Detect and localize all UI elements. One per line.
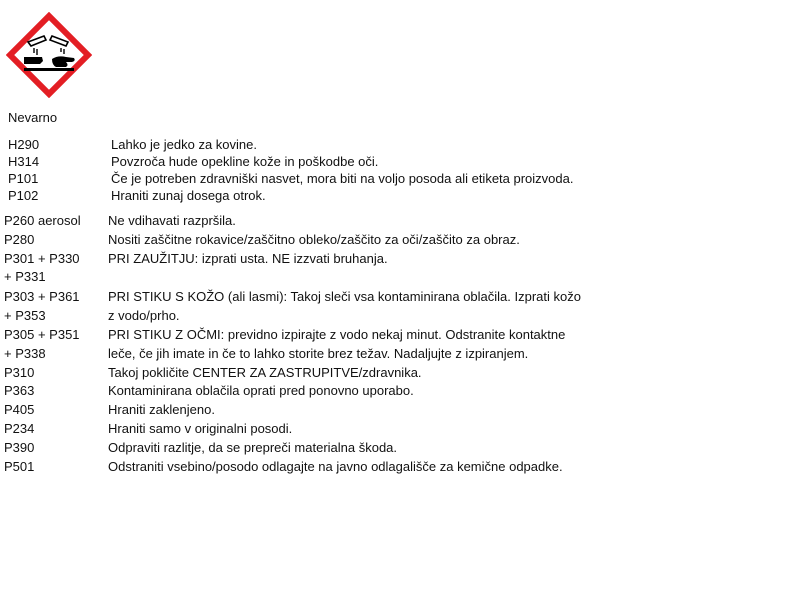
statement-code: P301 + P330	[4, 251, 80, 266]
statement-text: PRI ZAUŽITJU: izprati usta. NE izzvati bruhanja.	[108, 251, 388, 266]
statement-code: P390	[4, 440, 35, 455]
statement-text: Odstraniti vsebino/posodo odlagajte na javno odlagališče za kemične odpadke.	[108, 459, 563, 474]
statement-code: + P331	[4, 269, 46, 284]
statement-code: P363	[4, 383, 35, 398]
statement-text: Povzroča hude opekline kože in poškodbe oči.	[111, 154, 379, 169]
statement-text: leče, če jih imate in če to lahko storite brez težav. Nadaljujte z izpiranjem.	[108, 346, 529, 361]
statement-code: P310	[4, 365, 35, 380]
statement-code: P102	[8, 188, 39, 203]
statement-code: P501	[4, 459, 35, 474]
statement-code: P305 + P351	[4, 327, 80, 342]
statement-text: z vodo/prho.	[108, 308, 180, 323]
statement-text: Takoj pokličite CENTER ZA ZASTRUPITVE/zdravnika.	[108, 365, 422, 380]
statement-text: Kontaminirana oblačila oprati pred ponovno uporabo.	[108, 383, 414, 398]
statement-code: P234	[4, 421, 35, 436]
statement-text: Odpraviti razlitje, da se prepreči materialna škoda.	[108, 440, 398, 455]
statement-text: Hraniti zunaj dosega otrok.	[111, 188, 266, 203]
corrosion-pictogram-icon	[6, 12, 92, 98]
statement-text: Nositi zaščitne rokavice/zaščitno obleko/zaščito za oči/zaščito za obraz.	[108, 232, 520, 247]
statement-code: H314	[8, 154, 40, 169]
statement-code: + P338	[4, 346, 46, 361]
statement-text: Hraniti samo v originalni posodi.	[108, 421, 293, 436]
statement-text: Lahko je jedko za kovine.	[111, 137, 257, 152]
statement-code: P303 + P361	[4, 289, 80, 304]
statement-code: + P353	[4, 308, 46, 323]
statement-text: Če je potreben zdravniški nasvet, mora biti na voljo posoda ali etiketa proizvoda.	[111, 171, 574, 186]
statement-code: H290	[8, 137, 40, 152]
signal-word: Nevarno	[8, 110, 58, 125]
statement-code: P405	[4, 402, 35, 417]
statement-text: PRI STIKU Z OČMI: previdno izpirajte z vodo nekaj minut. Odstranite kontaktne	[108, 327, 566, 342]
statement-text: Hraniti zaklenjeno.	[108, 402, 215, 417]
statement-text: Ne vdihavati razpršila.	[108, 213, 236, 228]
statement-code: P101	[8, 171, 39, 186]
statement-text: PRI STIKU S KOŽO (ali lasmi): Takoj sleči vsa kontaminirana oblačila. Izprati kožo	[108, 289, 581, 304]
statement-code: P260 aerosol	[4, 213, 81, 228]
statement-code: P280	[4, 232, 35, 247]
